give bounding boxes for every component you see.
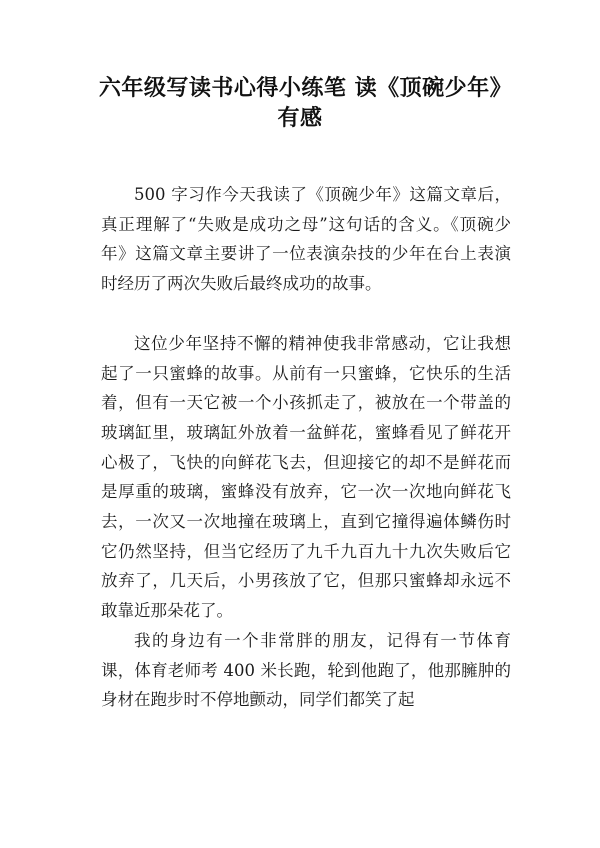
paragraph: 500 字习作今天我读了《顶碗少年》这篇文章后，真正理解了“失败是成功之母”这句话的含义。《顶碗少年》这篇文章主要讲了一位表演杂技的少年在台上表演时经历了两次失败后最终成功的故事。: [101, 185, 511, 294]
paragraph: 我的身边有一个非常胖的朋友，记得有一节体育课，体育老师考 400 米长跑，轮到他跑了，他那臃肿的身材在跑步时不停地颤动，同学们都笑了起: [101, 630, 511, 710]
document-title: 六年级写读书心得小练笔 读《顶碗少年》有感: [98, 76, 502, 131]
paragraph: 这位少年坚持不懈的精神使我非常感动，它让我想起了一只蜜蜂的故事。从前有一只蜜蜂，它快乐的生活着，但有一天它被一个小孩抓走了，被放在一个带盖的玻璃缸里，玻璃缸外放着一盆鲜花，蜜蜂看见了鲜花开心极了，飞快的向鲜花飞去，但迎接它的却不是鲜花而是厚重的玻璃，蜜蜂没有放弃，它一次一次地向鲜花飞去，一次又一次地撞在玻璃上，直到它撞得遍体鳞伤时它仍然坚持，但当它经历了九千九百九十九次失败后它放弃了，几天后，小男孩放了它，但那只蜜蜂却永远不敢靠近那朵花了。: [101, 333, 511, 621]
document-body: [101, 180, 511, 715]
